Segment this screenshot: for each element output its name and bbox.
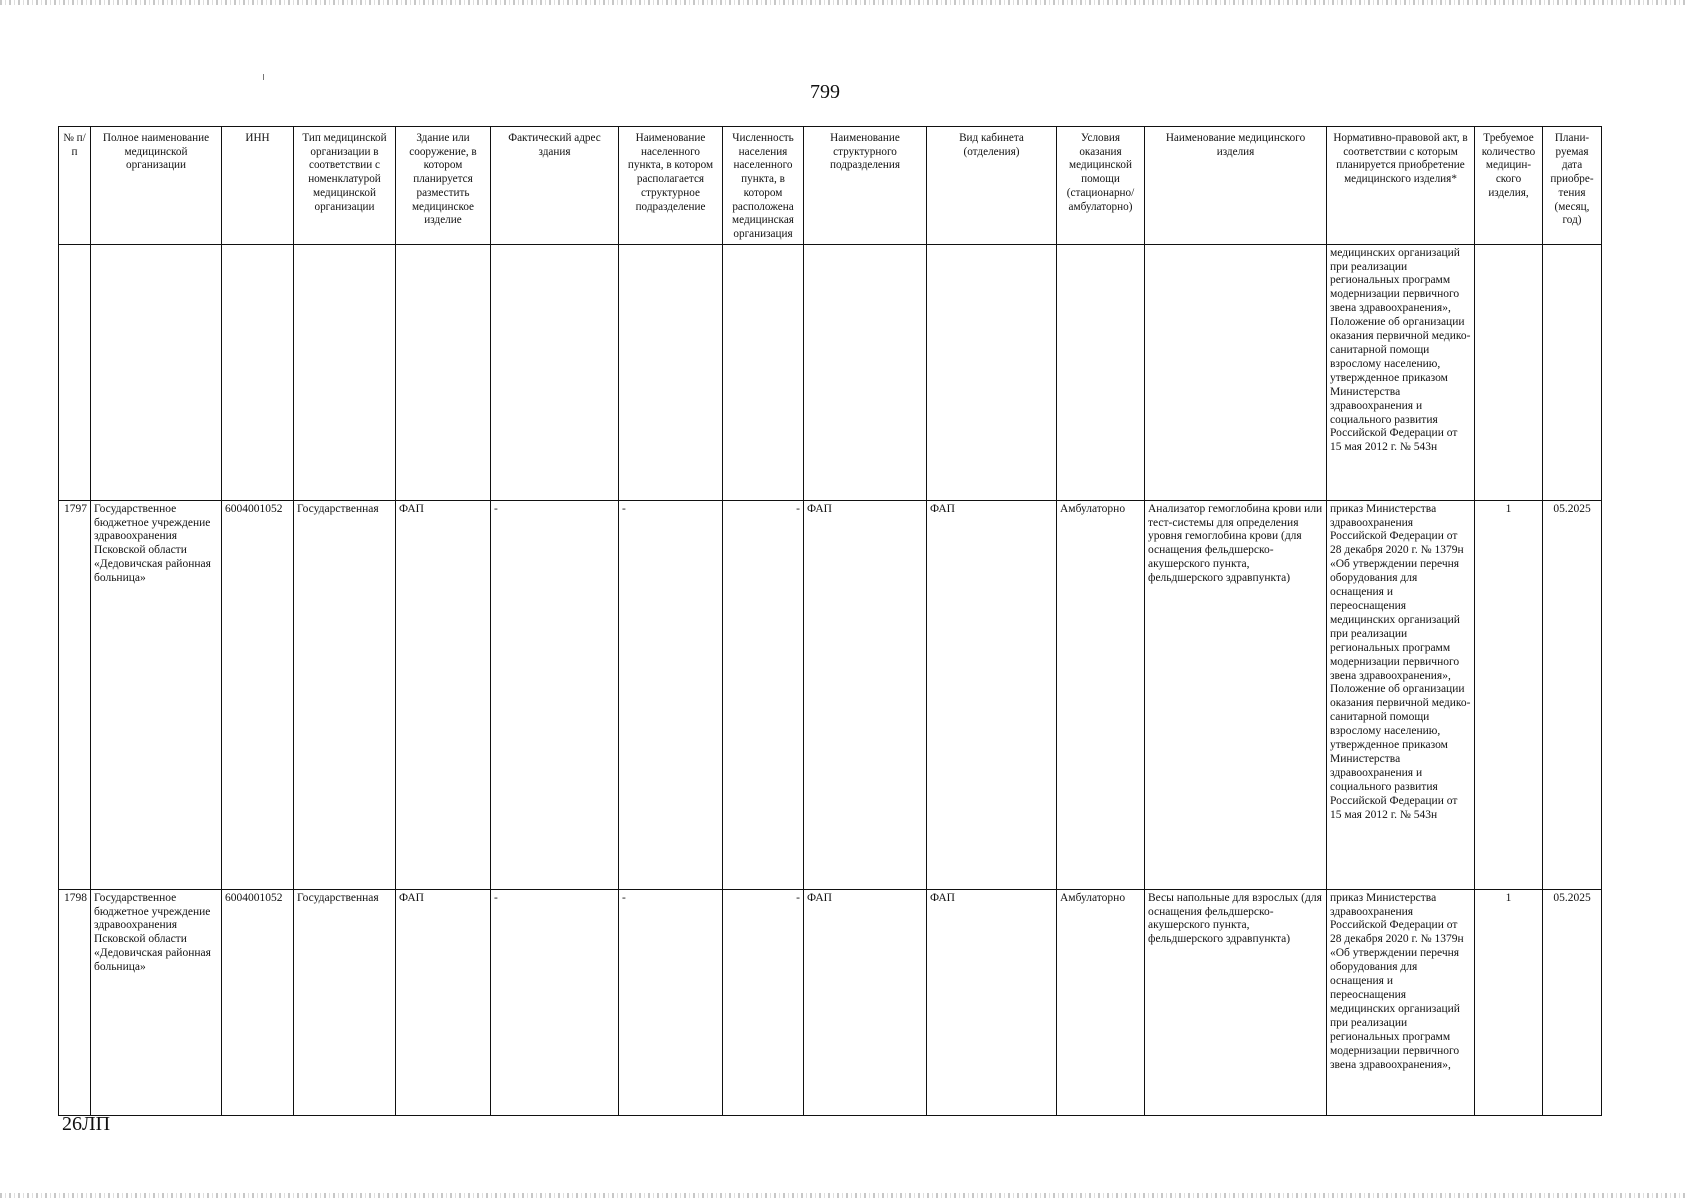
col-header-building: Здание или сооружение, в котором планируется разместить медицинское изделие [396, 127, 491, 245]
cell-number: 1798 [59, 889, 91, 1115]
cell-address: - [491, 889, 619, 1115]
cell-device: Анализатор гемоглобина крови или тест-системы для определения уровня гемоглобина крови (для оснащения фельдшерско-акушерского пункта, фельдшерского здравпункта) [1145, 500, 1327, 889]
col-header-population: Численность населения населенного пункта, в котором расположена медицинская организация [723, 127, 804, 245]
table-row [59, 889, 1602, 1115]
cell-org-type: Государственная [294, 889, 396, 1115]
cell-cabinet: ФАП [927, 500, 1057, 889]
col-header-org-type: Тип медицинской организации в соответствии с номенклатурой медицинской организации [294, 127, 396, 245]
col-header-unit: Наименование структурного подразделения [804, 127, 927, 245]
cell-conditions: Амбулаторно [1057, 500, 1145, 889]
stray-mark [263, 74, 264, 80]
cell-legal-act: приказ Министерства здравоохранения Российской Федерации от 28 декабря 2020 г. № 1379н «Об утверждении перечня оборудования для оснащения и переоснащения медицинских организаций при реализации региональных программ модернизации первичного звена здравоохранения», [1327, 889, 1475, 1115]
cell-settlement: - [619, 889, 723, 1115]
scan-edge-bottom [0, 1193, 1686, 1198]
cell-planned-date: 05.2025 [1543, 889, 1602, 1115]
col-header-inn: ИНН [222, 127, 294, 245]
scan-edge-top [0, 0, 1686, 5]
cell-population: - [723, 500, 804, 889]
col-header-cabinet: Вид кабинета (отделения) [927, 127, 1057, 245]
col-header-settlement: Наименование населенного пункта, в котором располагается структурное подразделение [619, 127, 723, 245]
cell-settlement: - [619, 500, 723, 889]
cell-cabinet: ФАП [927, 889, 1057, 1115]
cell-device: Весы напольные для взрослых (для оснащения фельдшерско-акушерского пункта, фельдшерского здравпункта) [1145, 889, 1327, 1115]
col-header-number: № п/п [59, 127, 91, 245]
col-header-device: Наименование медицинского изделия [1145, 127, 1327, 245]
equipment-register-table [58, 126, 1602, 1116]
cell-number: 1797 [59, 500, 91, 889]
table-header-row [59, 127, 1602, 245]
cell-unit: ФАП [804, 889, 927, 1115]
col-header-org-name: Полное наименование медицинской организации [91, 127, 222, 245]
cell-quantity: 1 [1475, 500, 1543, 889]
col-header-conditions: Условия оказания медицинской помощи (стационарно/ амбулаторно) [1057, 127, 1145, 245]
cell-inn: 6004001052 [222, 500, 294, 889]
col-header-legal-act: Нормативно-правовой акт, в соответствии с которым планируется приобретение медицинского изделия* [1327, 127, 1475, 245]
cell-org-name: Государственное бюджетное учреждение здравоохранения Псковской области «Дедовичская районная больница» [91, 889, 222, 1115]
footer-code: 26ЛП [62, 1113, 111, 1135]
cell-legal-act-continuation: медицинских организаций при реализации региональных программ модернизации первичного звена здравоохранения», Положение об организации оказания первичной медико-санитарной помощи взрослому населению, утвержденное приказом Министерства здравоохранения и социального развития Российской Федерации от 15 мая 2012 г. № 543н [1327, 244, 1475, 500]
cell-org-type: Государственная [294, 500, 396, 889]
col-header-address: Фактический адрес здания [491, 127, 619, 245]
cell-unit: ФАП [804, 500, 927, 889]
table-row [59, 500, 1602, 889]
cell-legal-act: приказ Министерства здравоохранения Российской Федерации от 28 декабря 2020 г. № 1379н «Об утверждении перечня оборудования для оснащения и переоснащения медицинских организаций при реализации региональных программ модернизации первичного звена здравоохранения», Положение об организации оказания первичной медико-санитарной помощи взрослому населению, утвержденное приказом Министерства здравоохранения и социального развития Российской Федерации от 15 мая 2012 г. № 543н [1327, 500, 1475, 889]
cell-building: ФАП [396, 889, 491, 1115]
cell-building: ФАП [396, 500, 491, 889]
cell-inn: 6004001052 [222, 889, 294, 1115]
col-header-quantity: Требуемое количество медицин-ского изделия, [1475, 127, 1543, 245]
cell-quantity: 1 [1475, 889, 1543, 1115]
cell-planned-date: 05.2025 [1543, 500, 1602, 889]
cell-org-name: Государственное бюджетное учреждение здравоохранения Псковской области «Дедовичская районная больница» [91, 500, 222, 889]
table-row-continuation [59, 244, 1602, 500]
cell-population: - [723, 889, 804, 1115]
cell-conditions: Амбулаторно [1057, 889, 1145, 1115]
page-number: 799 [810, 81, 840, 103]
col-header-planned-date: Плани-руемая дата приобре-тения (месяц, год) [1543, 127, 1602, 245]
cell-address: - [491, 500, 619, 889]
